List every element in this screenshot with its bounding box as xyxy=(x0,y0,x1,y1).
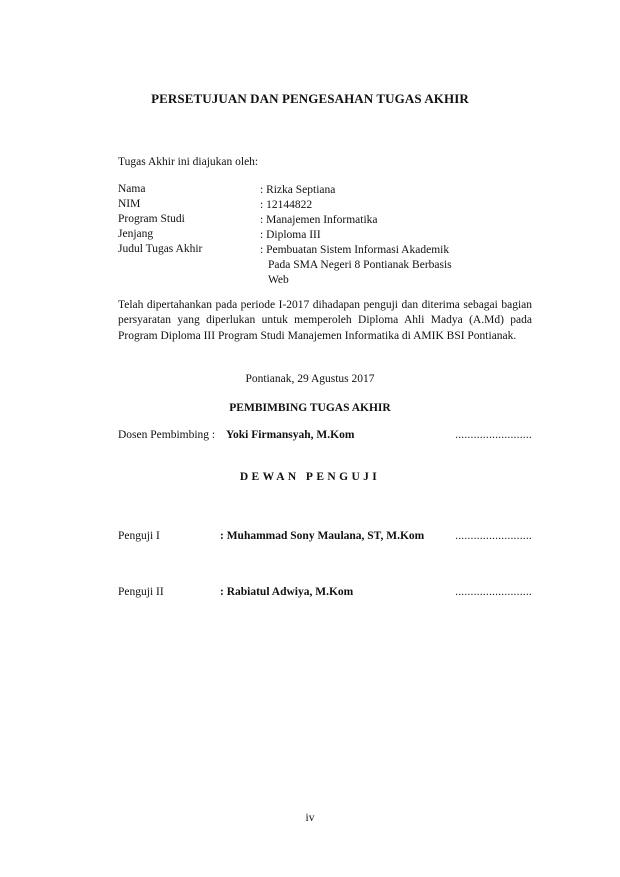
supervisor-row xyxy=(118,429,532,445)
signature-line: ......................... xyxy=(455,586,532,598)
supervisor-heading: PEMBIMBING TUGAS AKHIR xyxy=(229,402,391,414)
examiner-label: Penguji I xyxy=(118,530,160,542)
field-label: Program Studi xyxy=(118,213,185,225)
page-number: iv xyxy=(305,812,315,824)
signature-line: ......................... xyxy=(455,429,532,441)
city-date: Pontianak, 29 Agustus 2017 xyxy=(245,373,375,385)
supervisor-name: Yoki Firmansyah, M.Kom xyxy=(226,429,355,441)
field-label: Jenjang xyxy=(118,228,154,240)
field-value: : Manajemen Informatika xyxy=(260,214,378,226)
field-value-continuation: Pada SMA Negeri 8 Pontianak Berbasis xyxy=(268,259,452,271)
board-heading: DEWAN PENGUJI xyxy=(239,471,381,483)
examiner-name: : Muhammad Sony Maulana, ST, M.Kom xyxy=(220,530,425,542)
examiner-row-1 xyxy=(118,530,532,546)
supervisor-label: Dosen Pembimbing : xyxy=(118,429,216,441)
signature-line: ......................... xyxy=(455,530,532,542)
document-title: PERSETUJUAN DAN PENGESAHAN TUGAS AKHIR xyxy=(151,91,469,106)
field-value: : Pembuatan Sistem Informasi Akademik xyxy=(260,244,450,256)
examiner-label: Penguji II xyxy=(118,586,164,598)
field-label: Judul Tugas Akhir xyxy=(118,243,203,255)
field-value: : Diploma III xyxy=(260,229,321,241)
examiner-name: : Rabiatul Adwiya, M.Kom xyxy=(220,586,354,598)
field-value: : 12144822 xyxy=(260,199,313,211)
field-value-continuation: Web xyxy=(268,274,289,286)
intro-text: Tugas Akhir ini diajukan oleh: xyxy=(118,156,259,168)
examiner-row-2 xyxy=(118,586,532,602)
field-value: : Rizka Septiana xyxy=(260,184,336,196)
field-label: Nama xyxy=(118,183,146,195)
field-label: NIM xyxy=(118,198,141,210)
approval-paragraph: Telah dipertahankan pada periode I-2017 dihadapan penguji dan diterima sebagai bagian persyaratan yang diperlukan untuk memperoleh Diploma Ahli Madya (A.Md) pada Program Diploma III Program Studi Manajemen Informatika di AMIK BSI Pontianak. xyxy=(118,299,532,342)
